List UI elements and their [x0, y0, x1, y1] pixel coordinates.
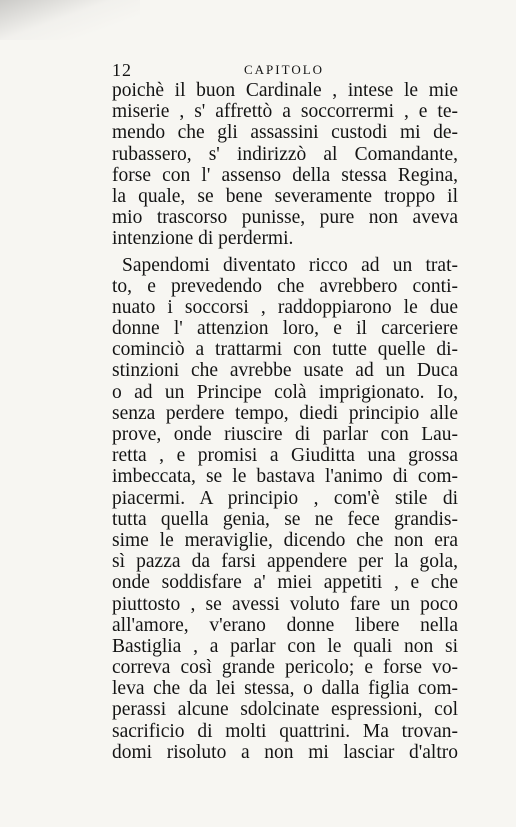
scan-shading — [0, 0, 140, 40]
text-line: Sapendomi diventato ricco ad un trat- — [122, 254, 458, 276]
text-line: nuato i soccorsi , raddoppiarono le due — [112, 296, 458, 318]
text-line: Bastiglia , a parlar con le quali non si — [112, 635, 458, 657]
text-line: to, e prevedendo che avrebbero conti- — [112, 275, 458, 297]
text-line: tutta quella genia, se ne fece grandis- — [112, 508, 458, 530]
text-line: mendo che gli assassini custodi mi de- — [112, 122, 458, 144]
text-line: senza perdere tempo, diedi principio alle — [112, 402, 458, 424]
page-header — [112, 60, 462, 82]
text-line: cominciò a trattarmi con tutte quelle di- — [112, 339, 458, 361]
text-line: stinzioni che avrebbe usate ad un Duca — [112, 360, 458, 382]
text-line: leva che da lei stessa, o dalla figlia com- — [112, 678, 458, 700]
body-text — [112, 80, 458, 763]
text-line: prove, onde riuscire di parlar con Lau- — [112, 424, 458, 445]
text-line: onde soddisfare a' miei appetiti , e che — [112, 572, 458, 594]
paragraph-2 — [112, 255, 458, 764]
text-line: sacrificio di molti quattrini. Ma trovan- — [112, 720, 458, 742]
text-line: all'amore, v'erano donne libere nella — [112, 614, 458, 636]
text-line: mio trascorso punisse, pure non aveva — [112, 207, 458, 229]
text-line: donne l' attenzion loro, e il carceriere — [112, 318, 458, 340]
text-line: sì pazza da farsi appendere per la gola, — [112, 551, 458, 573]
text-line: o ad un Principe colà imprigionato. Io, — [112, 381, 458, 403]
text-line: la quale, se bene severamente troppo il — [112, 185, 458, 207]
page-number: 12 — [112, 60, 132, 80]
text-line: rubassero, s' indirizzò al Comandante, — [112, 143, 458, 165]
text-line: domi risoluto a non mi lasciar d'altro — [112, 741, 458, 763]
text-line: perassi alcune sdolcinate espressioni, col — [112, 699, 458, 721]
text-line: correva così grande pericolo; e forse vo- — [112, 657, 458, 679]
text-line: forse con l' assenso della stessa Regina, — [112, 164, 458, 186]
running-head: CAPITOLO — [244, 62, 325, 77]
paragraph-1 — [112, 80, 458, 250]
text-line: imbeccata, se le bastava l'animo di com- — [112, 466, 458, 488]
text-line: piuttosto , se avessi voluto fare un poco — [112, 593, 458, 615]
text-line: poichè il buon Cardinale , intese le mie — [112, 80, 458, 101]
text-line: intenzione di perdermi. — [112, 228, 294, 250]
text-line: miserie , s' affrettò a soccorrermi , e te- — [112, 101, 458, 123]
text-line: sime le meraviglie, dicendo che non era — [112, 529, 458, 551]
text-line: piacermi. A principio , com'è stile di — [112, 487, 458, 509]
text-line: retta , e promisi a Giuditta una grossa — [112, 445, 458, 467]
